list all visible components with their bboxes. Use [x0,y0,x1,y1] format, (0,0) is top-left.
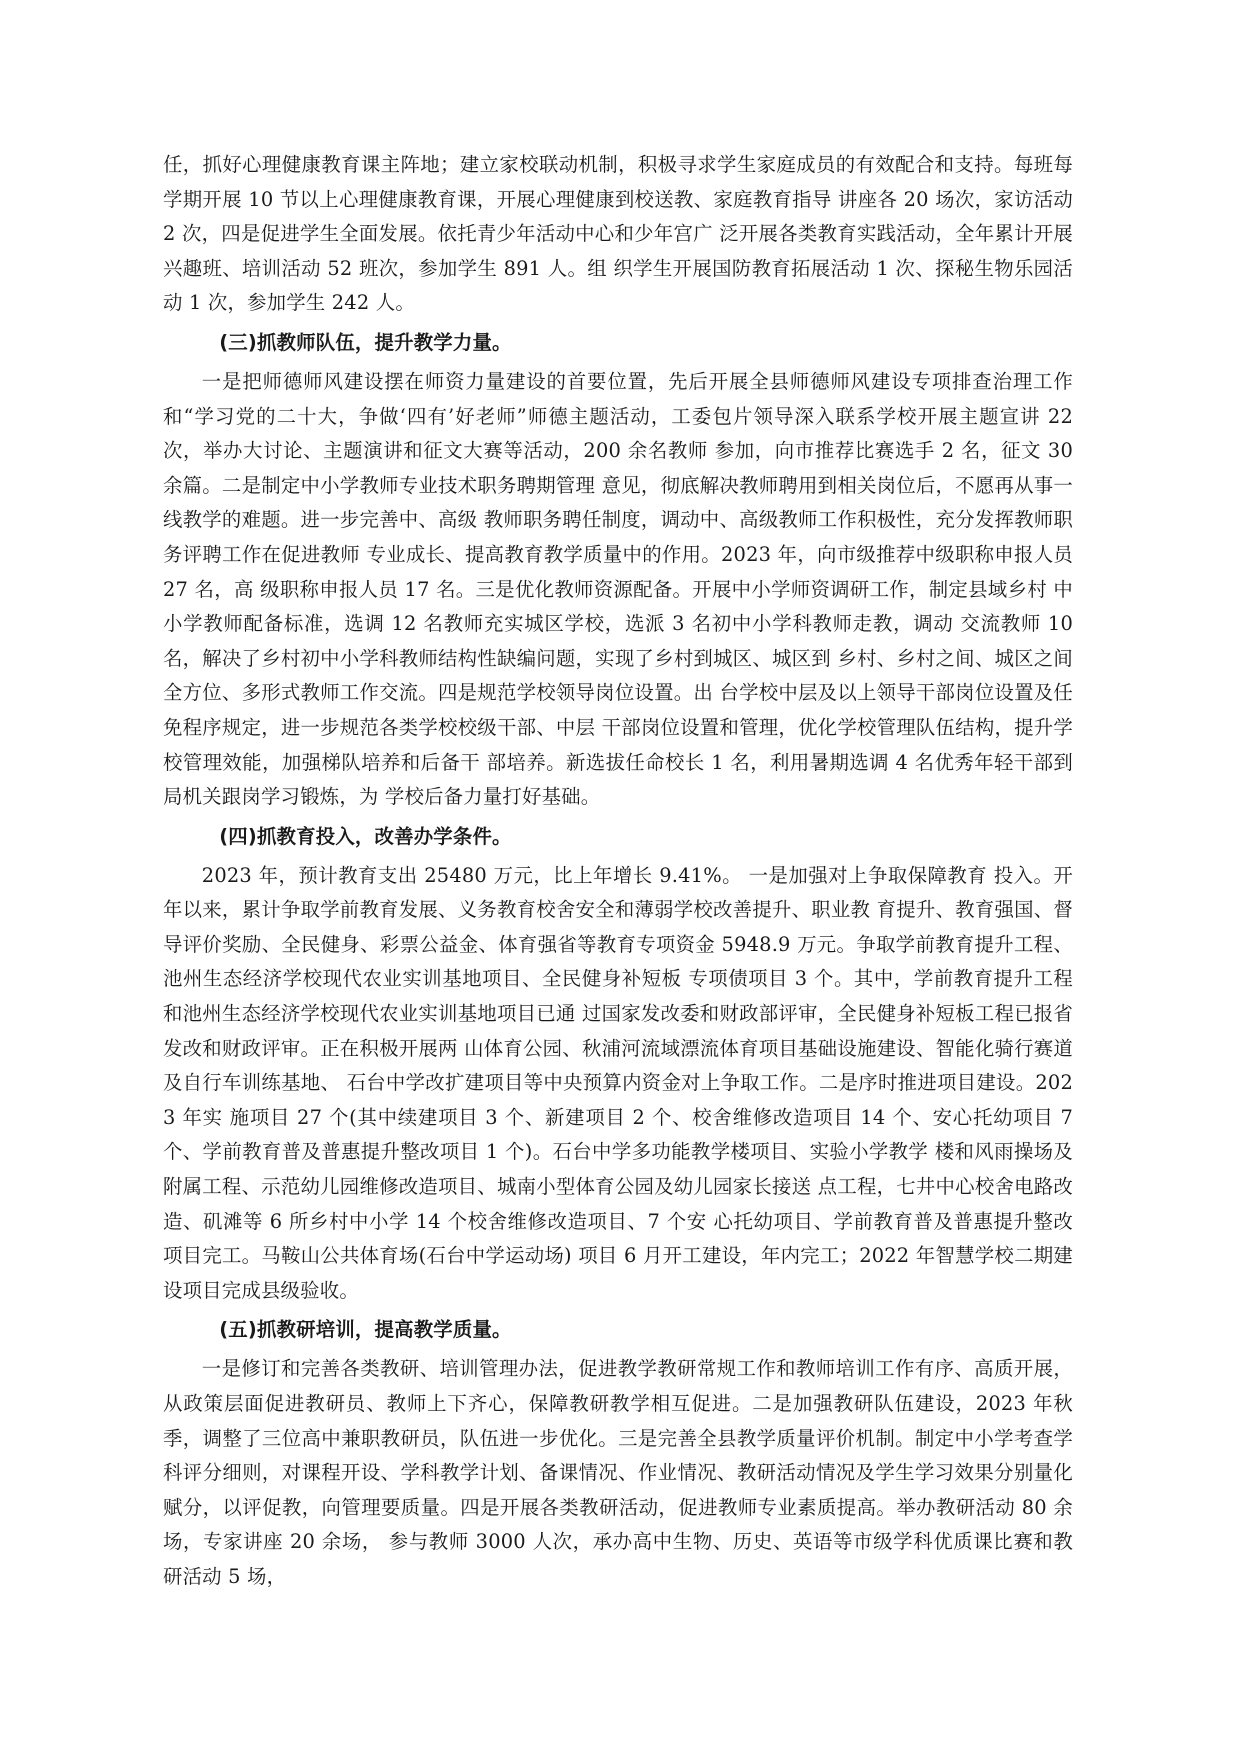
section-heading-teachers: (三)抓教师队伍，提升教学力量。 [219,330,512,354]
paragraph-teachers: 一是把师德师风建设摆在师资力量建设的首要位置，先后开展全县师德师风建设专项排查治理工作和“学习党的二十大，争做‘四有’好老师”师德主题活动，工委包片领导深入联系学校开展主题宣讲 22 次，举办大讨论、主题演讲和征文大赛等活动，200 余名教师 参加，向市推荐比赛选手 2 名，征文 30 余篇。二是制定中小学教师专业技术职务聘期管理 意见，彻底解决教师聘用到相关岗位后，不愿再从事一线教学的难题。进一步完善中、高级 教师职务聘任制度，调动中、高级教师工作积极性，充分发挥教师职务评聘工作在促进教师 专业成长、提高教育教学质量中的作用。2023 年，向市级推荐中级职称申报人员 27 名，高 级职称申报人员 17 名。三是优化教师资源配备。开展中小学师资调研工作，制定县域乡村 中小学教师配备标准，选调 12 名教师充实城区学校，选派 3 名初中小学科教师走教，调动 交流教师 10 名，解决了乡村初中小学科教师结构性缺编问题，实现了乡村到城区、城区到 乡村、乡村之间、城区之间全方位、多形式教师工作交流。四是规范学校领导岗位设置。出 台学校中层及以上领导干部岗位设置及任免程序规定，进一步规范各类学校校级干部、中层 干部岗位设置和管理，优化学校管理队伍结构，提升学校管理效能，加强梯队培养和后备干 部培养。新选拔任命校长 1 名，利用暑期选调 4 名优秀年轻干部到局机关跟岗学习锻炼，为 学校后备力量打好基础。 [163,369,1073,809]
section-heading-investment: (四)抓教育投入，改善办学条件。 [219,824,512,848]
section-heading-research: (五)抓教研培训，提高教学质量。 [219,1318,512,1342]
paragraph-research: 一是修订和完善各类教研、培训管理办法，促进教学教研常规工作和教师培训工作有序、高质开展，从政策层面促进教研员、教师上下齐心，保障教研教学相互促进。二是加强教研队伍建设，2023 年秋季，调整了三位高中兼职教研员，队伍进一步优化。三是完善全县教学质量评价机制。制定中小学考查学科评分细则，对课程开设、学科教学计划、备课情况、作业情况、教研活动情况及学生学习效果分别量化赋分，以评促教，向管理要质量。四是开展各类教研活动，促进教师专业素质提高。举办教研活动 80 余场，专家讲座 20 余场， 参与教师 3000 人次，承办高中生物、历史、英语等市级学科优质课比赛和教研活动 5 场， [163,1357,1073,1588]
paragraph-investment: 2023 年，预计教育支出 25480 万元，比上年增长 9.41%。 一是加强对上争取保障教育 投入。开年以来，累计争取学前教育发展、义务教育校舍安全和薄弱学校改善提升、职业教 育提升、教育强国、督导评价奖励、全民健身、彩票公益金、体育强省等教育专项资金 5948.9 万元。争取学前教育提升工程、池州生态经济学校现代农业实训基地项目、全民健身补短板 专项债项目 3 个。其中，学前教育提升工程和池州生态经济学校现代农业实训基地项目已通 过国家发改委和财政部评审，全民健身补短板工程已报省发改和财政评审。正在积极开展两 山体育公园、秋浦河流域漂流体育项目基础设施建设、智能化骑行赛道及自行车训练基地、 石台中学改扩建项目等中央预算内资金对上争取工作。二是序时推进项目建设。2023 年实 施项目 27 个(其中续建项目 3 个、新建项目 2 个、校舍维修改造项目 14 个、安心托幼项目 7 个、学前教育普及普惠提升整改项目 1 个)。石台中学多功能教学楼项目、实验小学教学 楼和风雨操场及附属工程、示范幼儿园维修改造项目、城南小型体育公园及幼儿园家长接送 点工程，七井中心校舍电路改造、矶滩等 6 所乡村中小学 14 个校舍维修改造项目、7 个安 心托幼项目、学前教育普及普惠提升整改项目完工。马鞍山公共体育场(石台中学运动场) 项目 6 月开工建设，年内完工；2022 年智慧学校二期建设项目完成县级验收。 [163,863,1073,1302]
paragraph-continued: 任，抓好心理健康教育课主阵地；建立家校联动机制，积极寻求学生家庭成员的有效配合和支持。每班每学期开展 10 节以上心理健康教育课，开展心理健康到校送教、家庭教育指导 讲座各 20 场次，家访活动 2 次，四是促进学生全面发展。依托青少年活动中心和少年宫广 泛开展各类教育实践活动，全年累计开展兴趣班、培训活动 52 班次，参加学生 891 人。组 织学生开展国防教育拓展活动 1 次、探秘生物乐园活动 1 次，参加学生 242 人。 [163,153,1073,315]
document-page [163,148,1073,1595]
